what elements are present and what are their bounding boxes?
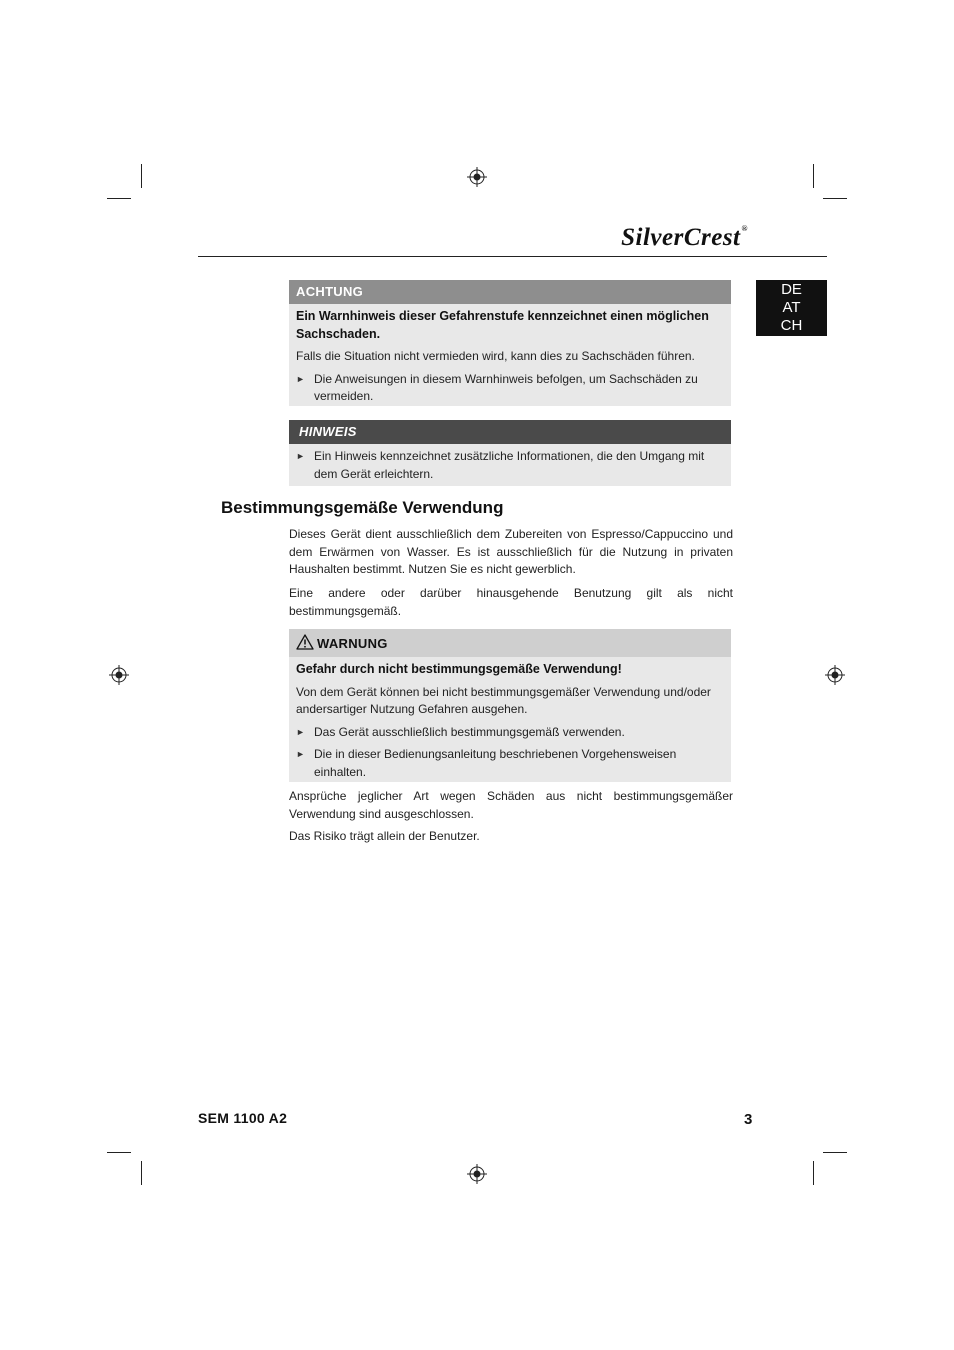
triangle-right-icon: ► [296, 749, 305, 759]
achtung-bullet-text: Die Anweisungen in diesem Warnhinweis befolgen, um Sachschäden zu vermeiden. [314, 371, 698, 403]
registration-mark-icon [467, 1164, 487, 1184]
header-rule [198, 256, 827, 257]
warnung-text: Von dem Gerät können bei nicht bestimmungsgemäßer Verwendung und/oder andersartiger Nutzung Gefahren ausgehen. [296, 684, 711, 716]
list-item [296, 371, 724, 406]
registration-mark-icon [467, 167, 487, 187]
crop-mark [141, 164, 142, 188]
crop-mark [813, 1161, 814, 1185]
achtung-label: ACHTUNG [289, 280, 731, 304]
achtung-title: Ein Warnhinweis dieser Gefahrenstufe kennzeichnet einen möglichen Sachschaden. [296, 309, 709, 341]
list-item [296, 724, 724, 742]
page-number: 3 [744, 1111, 753, 1128]
closing-para-1 [289, 788, 733, 823]
registration-mark-icon [825, 665, 845, 685]
brand-logo [621, 224, 748, 252]
list-item [296, 448, 724, 483]
brand-registered-mark: ® [741, 224, 748, 233]
list-item [296, 746, 724, 781]
lang-at: AT [782, 299, 801, 316]
warnung-box [289, 629, 731, 782]
hinweis-box [289, 420, 731, 486]
warning-triangle-icon [296, 634, 314, 650]
crop-mark [813, 164, 814, 188]
section-para-1 [289, 526, 733, 579]
lang-ch: CH [780, 317, 803, 334]
crop-mark [823, 198, 847, 199]
paragraph: Dieses Gerät dient ausschließlich dem Zubereiten von Espresso/Cappuccino und dem Erwärmen von Wasser. Es ist ausschließlich für die Nutzung in privaten Haushalten bestimmt. Nutzen Sie es nicht gewerblich. [289, 527, 733, 576]
warnung-bullet-text: Das Gerät ausschließlich bestimmungsgemäß verwenden. [314, 724, 625, 739]
crop-mark [141, 1161, 142, 1185]
triangle-right-icon: ► [296, 451, 305, 461]
paragraph: Das Risiko trägt allein der Benutzer. [289, 829, 480, 843]
warnung-header [289, 629, 731, 657]
closing-para-2 [289, 828, 733, 846]
hinweis-bullet-text: Ein Hinweis kennzeichnet zusätzliche Informationen, die den Umgang mit dem Gerät erleichtern. [314, 449, 705, 481]
model-number: SEM 1100 A2 [198, 1110, 288, 1126]
crop-mark [823, 1152, 847, 1153]
crop-mark [107, 198, 131, 199]
warnung-title: Gefahr durch nicht bestimmungsgemäße Verwendung! [296, 662, 622, 676]
section-para-2 [289, 585, 733, 620]
triangle-right-icon: ► [296, 726, 305, 737]
lang-de: DE [781, 281, 802, 298]
paragraph: Ansprüche jeglicher Art wegen Schäden aus nicht bestimmungsgemäßer Verwendung sind ausgeschlossen. [289, 789, 733, 821]
crop-mark [107, 1152, 131, 1153]
hinweis-label: HINWEIS [289, 420, 731, 444]
warnung-bullet-text: Die in dieser Bedienungsanleitung beschriebenen Vorgehensweisen einhalten. [314, 747, 677, 779]
warnung-label: WARNUNG [317, 636, 388, 651]
section-title: Bestimmungsgemäße Verwendung [221, 498, 504, 517]
brand-name: SilverCrest [621, 224, 741, 251]
triangle-right-icon: ► [296, 373, 305, 384]
achtung-text: Falls die Situation nicht vermieden wird, kann dies zu Sachschäden führen. [296, 349, 695, 363]
achtung-box [289, 280, 731, 406]
language-tab [756, 280, 827, 336]
paragraph: Eine andere oder darüber hinausgehende Benutzung gilt als nicht bestimmungsgemäß. [289, 586, 733, 618]
registration-mark-icon [109, 665, 129, 685]
